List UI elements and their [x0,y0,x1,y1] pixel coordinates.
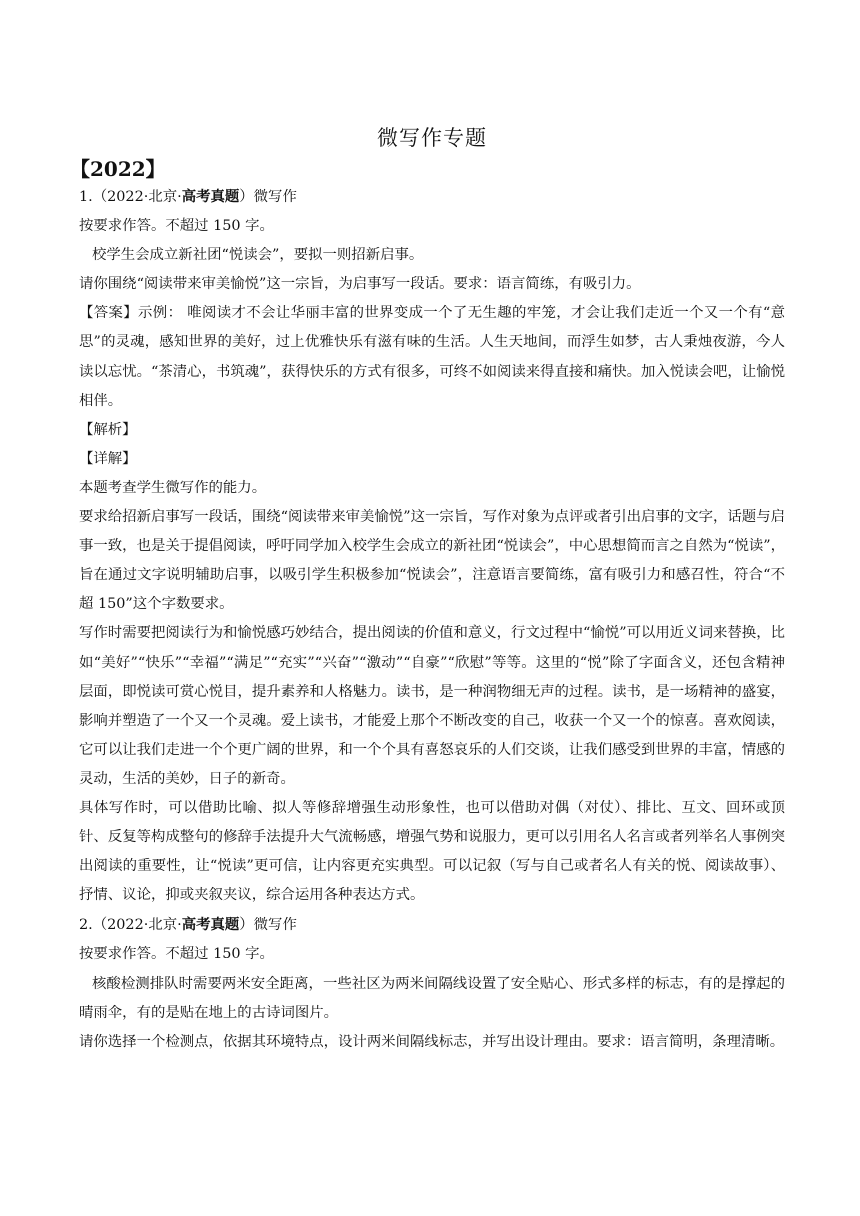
question-2-requirement: 按要求作答。不超过 150 字。 [79,946,274,963]
question-2-prompt: 请你选择一个检测点，依据其环境特点，设计两米间隔线标志，并写出设计理由。要求：语言简明，条理清晰。 [79,1033,785,1050]
analysis-label: 【解析】 [79,421,137,438]
detail-paragraph-2: 要求给招新启事写一段话，围绕“阅读带来审美愉悦”这一宗旨，写作对象为点评或者引出启事的文字，话题与启事一致，也是关于提倡阅读，呼吁同学加入校学生会成立的新社团“悦读会”，中心思想简而言之自然为“悦读”，旨在通过文字说明辅助启事，以吸引学生积极参加“悦读会”，注意语言要简练，富有吸引力和感召性，符合“不超 150”这个字数要求。 [79,509,785,613]
question-1-source: 1.（2022·北京· [79,189,182,205]
detail-paragraph-3: 写作时需要把阅读行为和愉悦感巧妙结合，提出阅读的价值和意义，行文过程中“愉悦”可以用近义词来替换，比如“美好”“快乐”“幸福”“满足”“充实”“兴奋”“激动”“自豪”“欣慰”等等。这里的“悦”除了字面含义，还包含精神层面，即悦读可赏心悦目，提升素养和人格魅力。读书，是一种润物细无声的过程。读书，是一场精神的盛宴，影响并塑造了一个又一个灵魂。爱上读书，才能爱上那个不断改变的自己，收获一个又一个的惊喜。喜欢阅读，它可以让我们走进一个个更广阔的世界，和一个个具有喜怒哀乐的人们交谈，让我们感受到世界的丰富，情感的灵动，生活的美妙，日子的新奇。 [79,625,785,787]
year-heading: 【2022】 [70,157,166,181]
question-1-type: ）微写作 [239,189,297,205]
question-1-answer [79,299,785,415]
answer-label: 【答案】 [79,305,139,322]
detail-label: 【详解】 [79,450,137,467]
question-1-context: 校学生会成立新社团“悦读会”，要拟一则招新启事。 [91,247,424,264]
question-2-context: 核酸检测排队时需要两米安全距离，一些社区为两米间隔线设置了安全贴心、形式多样的标志，有的是撑起的晴雨伞，有的是贴在地上的古诗词图片。 [79,975,785,1021]
document-page [70,122,785,1057]
detail-paragraph-4: 具体写作时，可以借助比喻、拟人等修辞增强生动形象性，也可以借助对偶（对仗）、排比、互文、回环或顶针、反复等构成整句的修辞手法提升大气流畅感，增强气势和说服力，更可以引用名人名言或者列举名人事例突出阅读的重要性，让“悦读”更可信，让内容更充实典型。可以记叙（写与自己或者名人有关的悦、阅读故事）、抒情、议论，抑或夹叙夹议，综合运用各种表达方式。 [79,799,785,904]
question-2-source-tag: 高考真题 [181,916,240,934]
answer-text: 示例： 唯阅读才不会让华丽丰富的世界变成一个了无生趣的牢笼，才会让我们走近一个又一个有“意思”的灵魂，感知世界的美好，过上优雅快乐有滋有味的生活。人生天地间，而浮生如梦，古人秉烛夜游，今人读以忘忧。“茶清心，书筑魂”，获得快乐的方式有很多，可终不如阅读来得直接和痛快。加入悦读会吧，让愉悦相伴。 [79,305,785,409]
question-2-header [79,910,785,940]
detail-paragraph-1: 本题考查学生微写作的能力。 [79,479,267,496]
question-1-header [79,182,785,212]
question-1-source-tag: 高考真题 [181,188,240,205]
question-2-source: 2.（2022·北京· [79,917,182,934]
document-title: 微写作专题 [377,126,487,150]
question-1-requirement: 按要求作答。不超过 150 字。 [79,218,274,235]
question-1-prompt: 请你围绕“阅读带来审美愉悦”这一宗旨，为启事写一段话。要求：语言简练，有吸引力。 [79,276,641,293]
question-2-type: ）微写作 [239,917,297,934]
